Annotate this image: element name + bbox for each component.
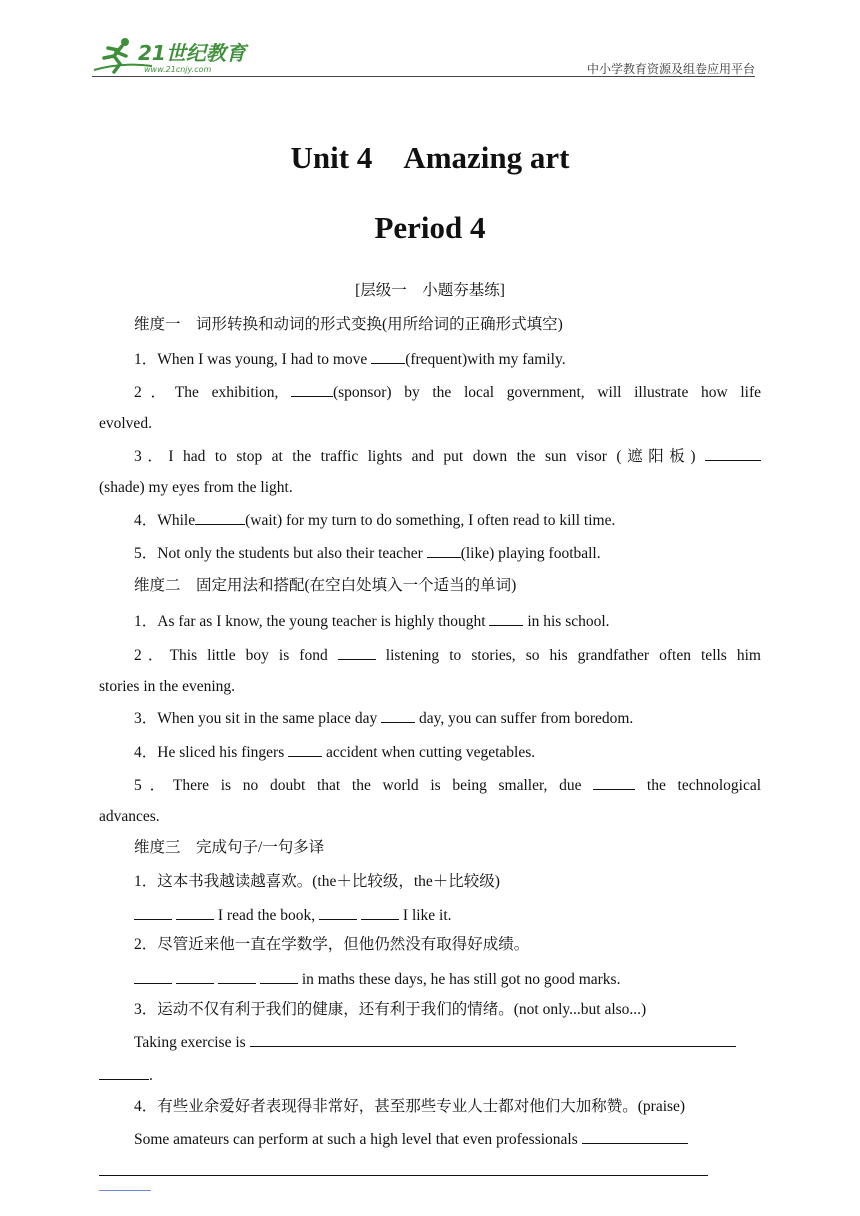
- answer-blank[interactable]: [134, 905, 172, 920]
- question-2-2-cont: stories in the evening.: [99, 678, 236, 695]
- section-heading-1: 维度一 词形转换和动词的形式变换(用所给词的正确形式填空): [134, 316, 563, 333]
- logo-text: 21世纪教育: [138, 41, 246, 65]
- answer-blank[interactable]: [176, 969, 214, 984]
- answer-blank[interactable]: [176, 905, 214, 920]
- logo: [92, 36, 257, 76]
- page-subtitle: Period 4: [374, 210, 486, 245]
- answer-blank[interactable]: [705, 446, 761, 461]
- question-1-2: 2．The exhibition, (sponsor) by the local government, will illustrate how life: [134, 384, 761, 401]
- answer-blank[interactable]: [291, 382, 333, 397]
- question-1-3-cont: (shade) my eyes from the light.: [99, 479, 293, 496]
- section-heading-2: 维度二 固定用法和搭配(在空白处填入一个适当的单词): [134, 577, 517, 594]
- answer-blank[interactable]: [427, 543, 461, 558]
- question-3-1-answer: I read the book, I like it.: [134, 905, 452, 926]
- answer-blank[interactable]: [319, 905, 357, 920]
- question-2-1: 1．As far as I know, the young teacher is highly thought in his school.: [134, 613, 610, 630]
- logo-url: www.21cnjy.com: [144, 65, 212, 74]
- question-3-2-answer: in maths these days, he has still got no good marks.: [134, 969, 620, 990]
- page-title: Unit 4 Amazing art: [290, 140, 570, 175]
- section-heading-3: 维度三 完成句子/一句多译: [134, 839, 325, 856]
- question-2-5: 5．There is no doubt that the world is being smaller, due the technological: [134, 777, 762, 794]
- answer-blank[interactable]: [381, 708, 415, 723]
- question-3-4: 4．有些业余爱好者表现得非常好，甚至那些专业人士都对他们大加称赞。(praise): [134, 1098, 686, 1115]
- answer-blank[interactable]: [218, 969, 256, 984]
- question-2-5-cont: advances.: [99, 808, 160, 825]
- question-3-3-answer-cont: .: [99, 1065, 153, 1086]
- answer-blank[interactable]: [582, 1129, 688, 1144]
- footer-rule: [99, 1175, 708, 1176]
- question-1-5: 5．Not only the students but also their teacher (like) playing football.: [134, 545, 601, 562]
- question-3-1: 1．这本书我越读越喜欢。(the＋比较级，the＋比较级): [134, 873, 500, 890]
- question-1-4: 4．While (wait) for my turn to do something, I often read to kill time.: [134, 512, 616, 529]
- question-2-3: 3．When you sit in the same place day day, you can suffer from boredom.: [134, 710, 634, 727]
- answer-blank[interactable]: [338, 645, 376, 660]
- question-3-3-answer: Taking exercise is: [134, 1032, 736, 1053]
- question-3-4-answer: Some amateurs can perform at such a high level that even professionals: [134, 1129, 688, 1150]
- level-heading: [层级一 小题夯基练]: [355, 282, 505, 299]
- footer-link[interactable]: [99, 1190, 151, 1191]
- answer-blank[interactable]: [260, 969, 298, 984]
- question-1-3: 3．I had to stop at the traffic lights and put down the sun visor (遮阳板): [134, 446, 761, 467]
- answer-blank[interactable]: [134, 969, 172, 984]
- question-2-4: 4．He sliced his fingers accident when cutting vegetables.: [134, 744, 536, 761]
- header-platform-text: 中小学教育资源及组卷应用平台: [586, 62, 755, 76]
- question-3-3: 3．运动不仅有利于我们的健康，还有利于我们的情绪。(not only...but also...): [134, 1001, 647, 1018]
- question-3-2: 2．尽管近来他一直在学数学，但他仍然没有取得好成绩。: [134, 936, 530, 953]
- answer-blank[interactable]: [195, 510, 245, 525]
- answer-blank[interactable]: [371, 349, 405, 364]
- answer-blank[interactable]: [250, 1032, 736, 1047]
- question-1-2-cont: evolved.: [99, 415, 152, 432]
- answer-blank[interactable]: [593, 775, 635, 790]
- question-2-2: 2．This little boy is fond listening to stories, so his grandfather often tells him: [134, 647, 761, 664]
- question-1-1: 1．When I was young, I had to move (frequent)with my family.: [134, 351, 566, 368]
- answer-blank[interactable]: [361, 905, 399, 920]
- answer-blank[interactable]: [489, 611, 523, 626]
- answer-blank[interactable]: [288, 742, 322, 757]
- header-rule: [92, 76, 755, 77]
- page-header: [92, 30, 755, 80]
- answer-blank[interactable]: [99, 1065, 149, 1080]
